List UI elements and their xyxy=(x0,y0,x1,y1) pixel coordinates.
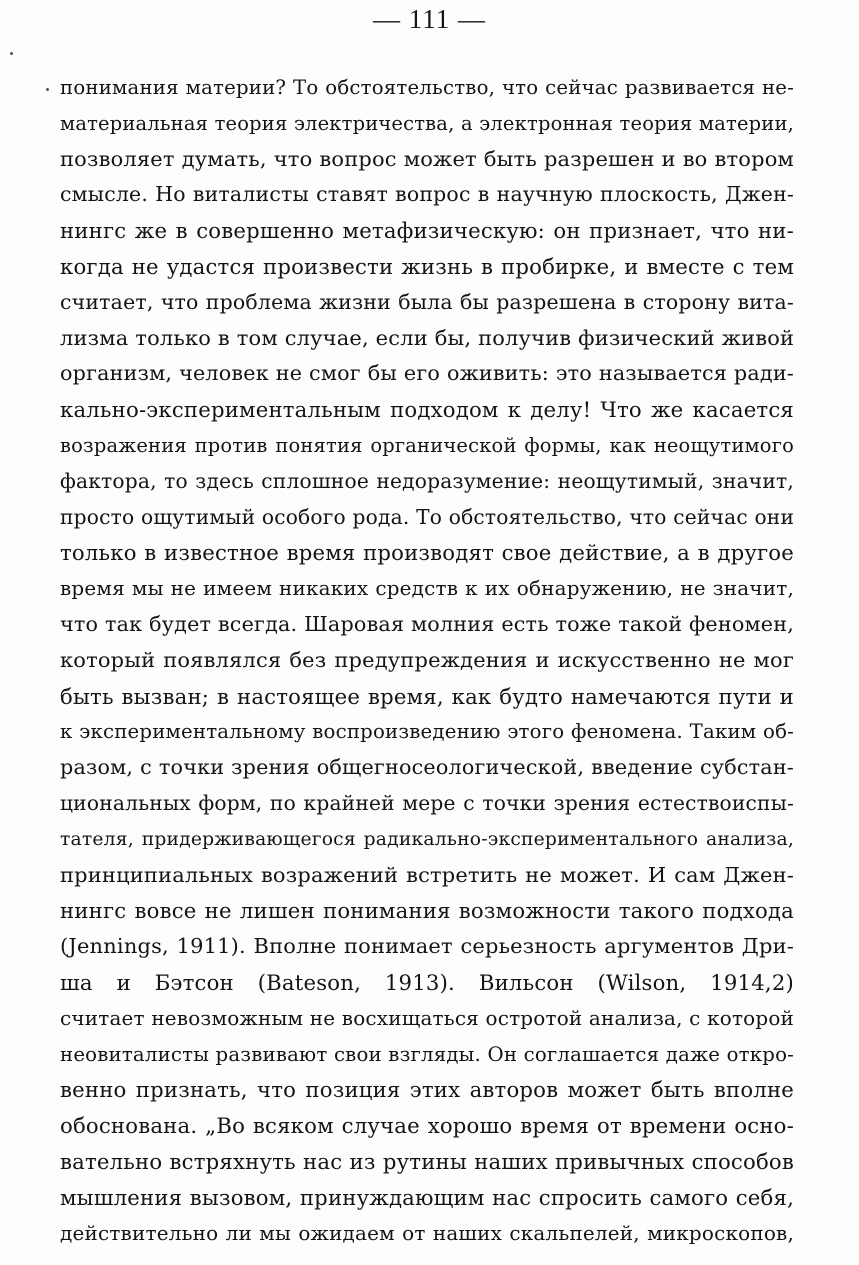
text-line: тателя, придерживающегося радикально-экспериментального анализа, xyxy=(60,828,794,850)
text-line: время мы не имеем никаких средств к их обнаружению, не значит, xyxy=(60,576,794,601)
text-line: который появлялся без предупреждения и искусственно не мог xyxy=(60,647,794,672)
text-line: вательно встряхнуть нас из рутины наших привычных способов xyxy=(60,1148,794,1174)
text-line: что так будет всегда. Шаровая молния есть тоже такой феномен, xyxy=(60,611,794,636)
body-text xyxy=(60,70,794,1251)
text-line: циональных форм, по крайней мере с точки зрения естествоиспы- xyxy=(60,790,794,815)
text-line: действительно ли мы ожидаем от наших скальпелей, микроскопов, xyxy=(60,1220,794,1245)
text-line: считает, что проблема жизни была бы разрешена в сторону вита- xyxy=(60,289,794,314)
text-line: кально-экспериментальным подходом к делу! Что же касается xyxy=(60,397,794,423)
text-line: смысле. Но виталисты ставят вопрос в научную плоскость, Джен- xyxy=(60,182,794,207)
text-line: лизма только в том случае, если бы, получив физический живой xyxy=(60,325,795,350)
text-line: принципиальных возражений встретить не может. И сам Джен- xyxy=(60,862,794,887)
ink-speck-icon xyxy=(10,52,13,55)
text-line: разом, с точки зрения общегносеологической, введение субстан- xyxy=(60,755,794,780)
text-line: считает невозможным не восхищаться остротой анализа, с которой xyxy=(60,1005,795,1030)
page-number: — 111 — xyxy=(373,4,486,34)
text-line: неовиталисты развивают свои взгляды. Он соглашается даже откро- xyxy=(60,1042,794,1066)
text-line: ша и Бэтсон (Bateson, 1913). Вильсон (Wilson, 1914,2) xyxy=(60,969,794,995)
text-line: позволяет думать, что вопрос может быть разрешен и во втором xyxy=(60,146,794,171)
text-line: когда не удастся произвести жизнь в пробирке, и вместе с тем xyxy=(60,253,794,279)
text-line: (Jennings, 1911). Вполне понимает серьезность аргументов Дри- xyxy=(60,934,794,959)
text-line: понимания материи? То обстоятельство, что сейчас развивается не- xyxy=(60,76,794,99)
text-line: мышления вызовом, принуждающим нас спросить самого себя, xyxy=(60,1184,794,1210)
text-line: к экспериментальному воспроизведению этого феномена. Таким об- xyxy=(60,720,794,744)
text-line: возражения против понятия органической формы, как неощутимого xyxy=(60,433,794,457)
text-line: просто ощутимый особого рода. То обстоятельство, что сейчас они xyxy=(60,504,795,529)
text-line: венно признать, что позиция этих авторов может быть вполне xyxy=(60,1077,794,1103)
text-line: организм, человек не смог бы его оживить: это называется ради- xyxy=(60,361,794,386)
text-line: материальная теория электричества, а электронная теория материи, xyxy=(60,111,794,135)
text-line: фактора, то здесь сплошное недоразумение: неощутимый, значит, xyxy=(60,468,794,493)
ink-speck-icon xyxy=(46,88,49,91)
text-line: быть вызван; в настоящее время, как будто намечаются пути и xyxy=(60,683,794,709)
text-line: только в известное время производят свое действие, а в другое xyxy=(60,540,794,566)
text-line: нингс вовсе не лишен понимания возможности такого подхода xyxy=(60,898,794,924)
text-line: нингс же в совершенно метафизическую: он признает, что ни- xyxy=(60,218,794,244)
text-line: обоснована. „Во всяком случае хорошо время от времени осно- xyxy=(60,1113,794,1139)
